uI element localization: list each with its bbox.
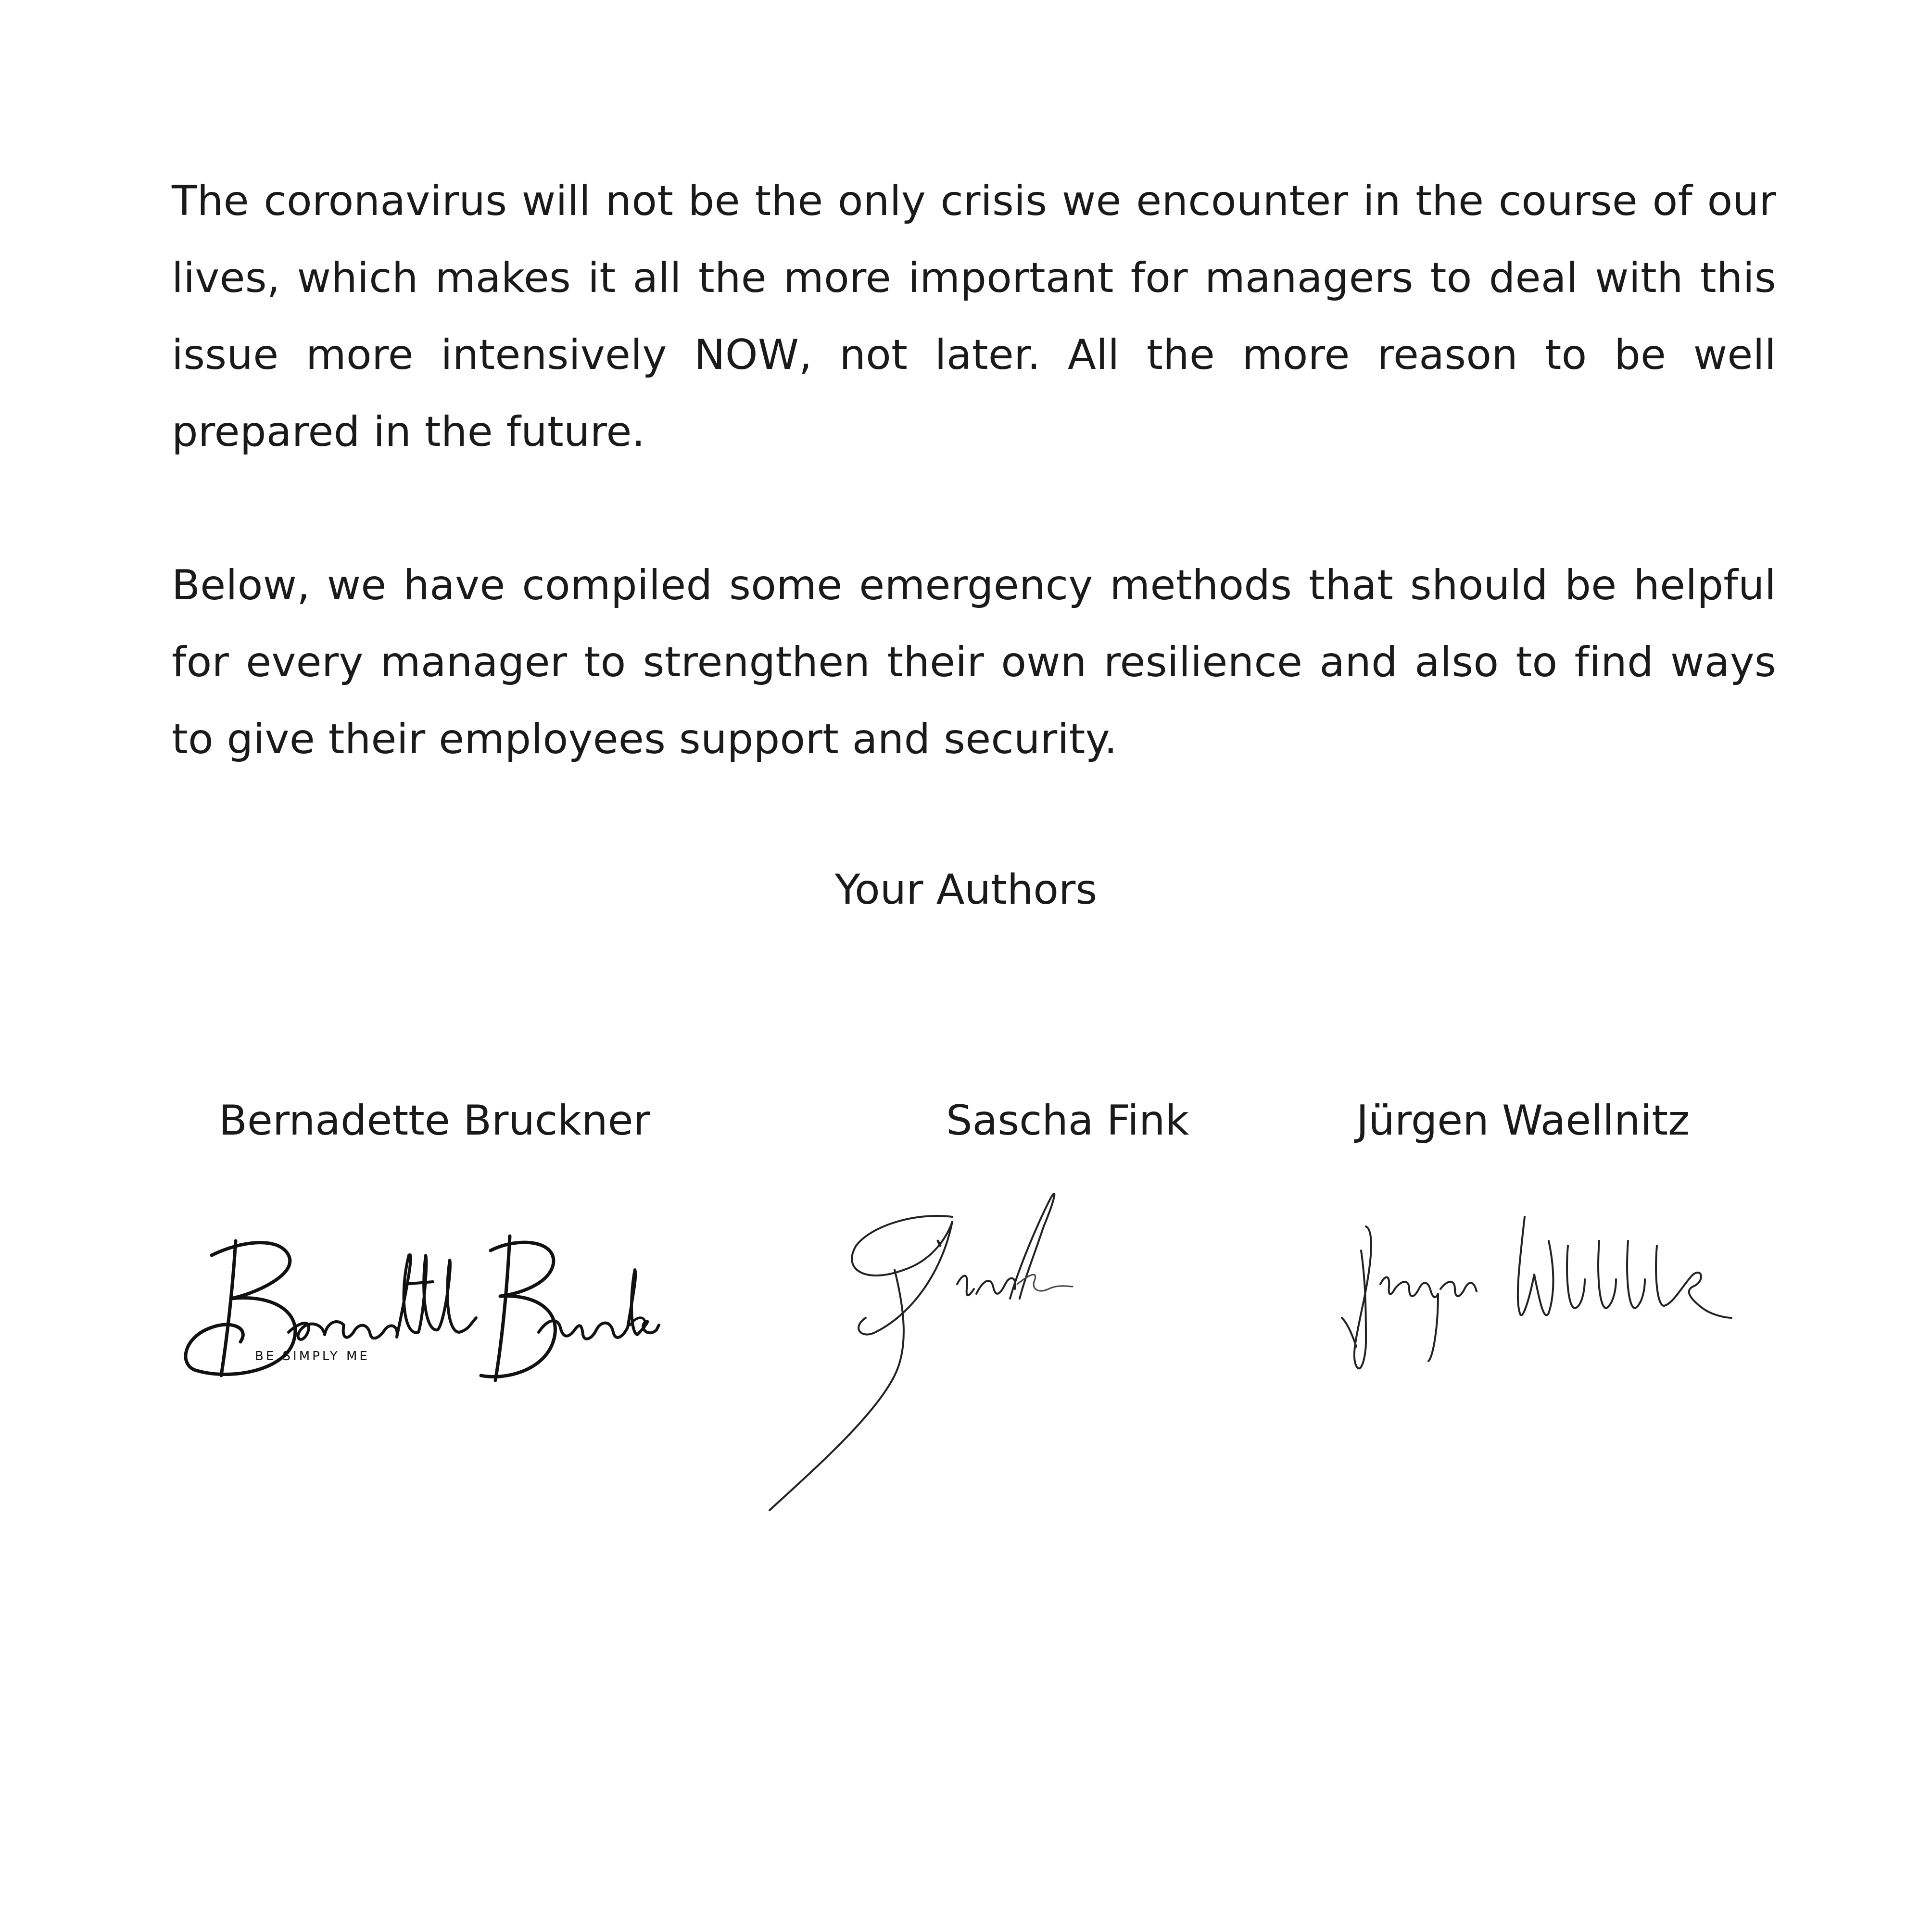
signature-sascha-fink-graphic (750, 1174, 1260, 1582)
signature-juergen-waellnitz (1337, 1202, 1760, 1414)
body-paragraph-2: Below, we have compiled some emergency methods that should be helpful for every manager to strengthen their own resilience and also to find ways to give their employees support and security. (172, 561, 1776, 763)
closing-line: Your Authors (834, 866, 1098, 914)
signature-bernadette-bruckner (183, 1222, 659, 1395)
signature-tagline: BE SIMPLY ME (255, 1349, 370, 1364)
signature-bernadette-bruckner-graphic (183, 1222, 659, 1395)
body-paragraph-1: The coronavirus will not be the only crisis we encounter in the course of our lives, which makes it all the more important for managers to deal with this issue more intensively NOW, not later. All the more reason to be well prepared in the future. (172, 177, 1776, 456)
author-name-bernadette-bruckner: Bernadette Bruckner (219, 1097, 650, 1145)
signature-juergen-waellnitz-graphic (1337, 1202, 1760, 1414)
author-name-juergen-waellnitz: Jürgen Waellnitz (1356, 1097, 1690, 1145)
signature-sascha-fink (750, 1174, 1260, 1582)
author-name-sascha-fink: Sascha Fink (946, 1097, 1189, 1145)
